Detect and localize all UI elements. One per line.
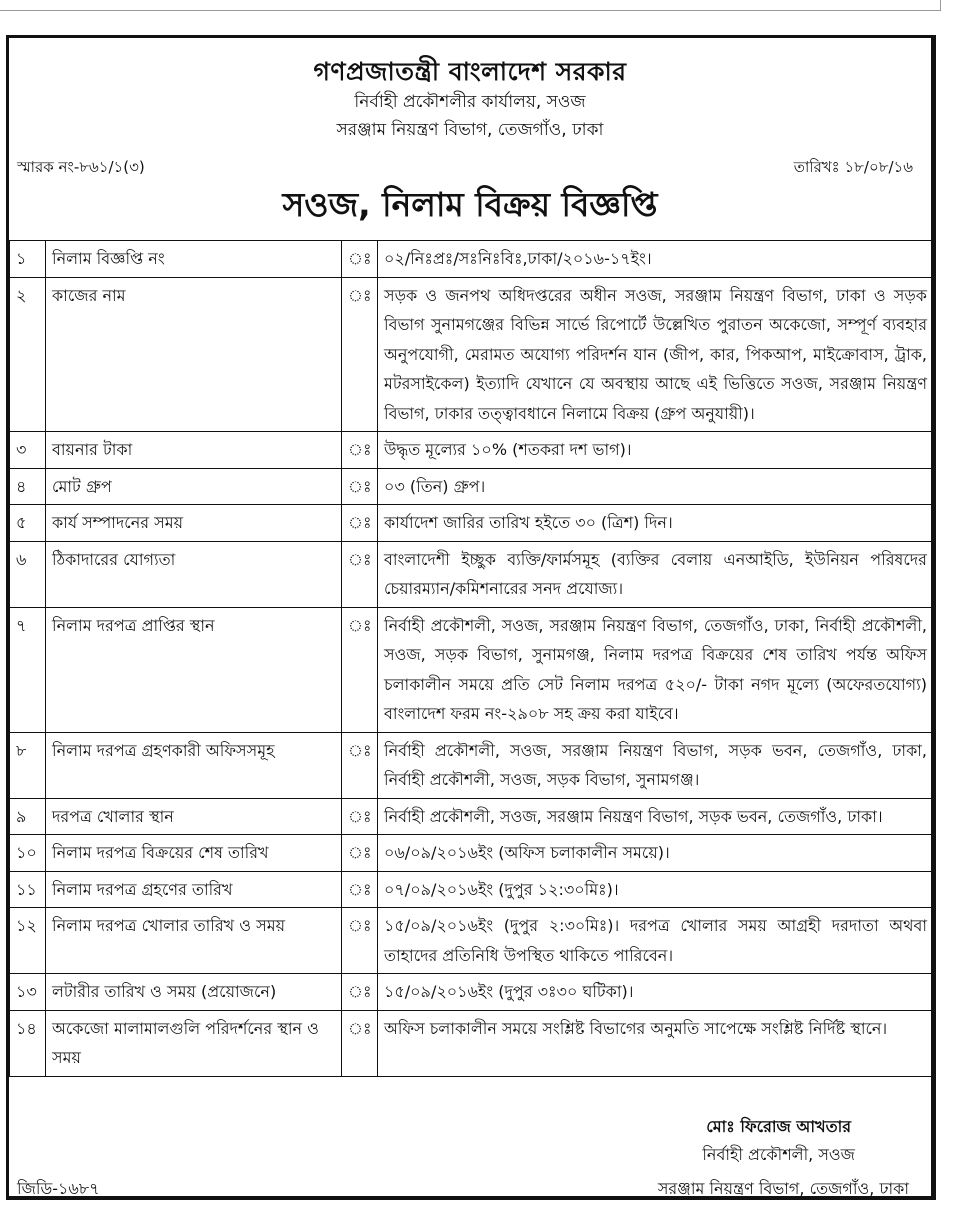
row-value: নির্বাহী প্রকৌশলী, সওজ, সরঞ্জাম নিয়ন্ত্রণ বিভাগ, সড়ক ভবন, তেজগাঁও, ঢাকা। (378, 798, 934, 835)
row-label: অকেজো মালামালগুলি পরিদর্শনের স্থান ও সময় (46, 1010, 342, 1076)
row-number: ৫ (10, 505, 46, 542)
table-row (10, 974, 934, 1011)
row-separator: ঃ (342, 241, 378, 278)
row-separator: ঃ (342, 908, 378, 974)
row-label: নিলাম দরপত্র প্রাপ্তির স্থান (46, 607, 342, 732)
row-value: ০৩ (তিন) গ্রুপ। (378, 468, 934, 505)
row-label: নিলাম দরপত্র গ্রহণকারী অফিসসমূহ (46, 732, 342, 798)
table-row (10, 432, 934, 469)
division-line: সরঞ্জাম নিয়ন্ত্রণ বিভাগ, তেজগাঁও, ঢাকা (336, 120, 604, 140)
row-value: ১৫/০৯/২০১৬ইং (দুপুর ২:৩০মিঃ)। দরপত্র খোলার সময় আগ্রহী দরদাতা অথবা তাহাদের প্রতিনিধি উপস্থিত থাকিতে পারিবেন। (378, 908, 934, 974)
row-separator: ঃ (342, 432, 378, 469)
row-label: নিলাম বিজ্ঞপ্তি নং (46, 241, 342, 278)
row-number: ৪ (10, 468, 46, 505)
table-row (10, 732, 934, 798)
table-row (10, 468, 934, 505)
row-value: বাংলাদেশী ইচ্ছুক ব্যক্তি/ফার্মসমূহ (ব্যক্তির বেলায় এনআইডি, ইউনিয়ন পরিষদের চেয়ারম্যান/কমিশনারের সনদ প্রযোজ্য। (378, 541, 934, 607)
notice-frame (6, 35, 936, 1200)
row-label: নিলাম দরপত্র গ্রহণের তারিখ (46, 871, 342, 908)
row-number: ৯ (10, 798, 46, 835)
row-value: ০২/নিঃপ্রঃ/সঃনিঃবিঃ,ঢাকা/২০১৬-১৭ইং। (378, 241, 934, 278)
office-line: নির্বাহী প্রকৌশলীর কার্যালয়, সওজ (354, 92, 586, 112)
government-heading: গণপ্রজাতন্ত্রী বাংলাদেশ সরকার (313, 57, 627, 86)
row-separator: ঃ (342, 732, 378, 798)
row-label: বায়নার টাকা (46, 432, 342, 469)
row-value: ১৫/০৯/২০১৬ইং (দুপুর ৩ঃ৩০ ঘটিকা)। (378, 974, 934, 1011)
signature-block (702, 1113, 855, 1169)
row-separator: ঃ (342, 835, 378, 872)
row-label: নিলাম দরপত্র খোলার তারিখ ও সময় (46, 908, 342, 974)
row-label: মোট গ্রুপ (46, 468, 342, 505)
notice-header (9, 56, 931, 144)
row-value: কার্যাদেশ জারির তারিখ হইতে ৩০ (ত্রিশ) দিন। (378, 505, 934, 542)
row-label: কার্য সম্পাদনের সময় (46, 505, 342, 542)
row-separator: ঃ (342, 871, 378, 908)
row-number: ১১ (10, 871, 46, 908)
table-row (10, 871, 934, 908)
row-value: অফিস চলাকালীন সময়ে সংশ্লিষ্ট বিভাগের অনুমতি সাপেক্ষে সংশ্লিষ্ট নির্দিষ্ট স্থানে। (378, 1010, 934, 1076)
row-label: নিলাম দরপত্র বিক্রয়ের শেষ তারিখ (46, 835, 342, 872)
gd-number: জিডি-১৬৮৭ (17, 1179, 100, 1198)
row-separator: ঃ (342, 277, 378, 432)
row-number: ১৪ (10, 1010, 46, 1076)
table-row (10, 1010, 934, 1076)
row-number: ৭ (10, 607, 46, 732)
signatory-office: সরঞ্জাম নিয়ন্ত্রণ বিভাগ, তেজগাঁও, ঢাকা (657, 1179, 909, 1198)
table-row (10, 241, 934, 278)
row-number: ১২ (10, 908, 46, 974)
notice-date: তারিখঃ ১৮/০৮/১৬ (793, 158, 913, 176)
row-label: লটারীর তারিখ ও সময় (প্রয়োজনে) (46, 974, 342, 1011)
row-value: ০৭/০৯/২০১৬ইং (দুপুর ১২:৩০মিঃ)। (378, 871, 934, 908)
memo-number: স্মারক নং-৮৬১/১(৩) (17, 158, 145, 176)
table-row (10, 505, 934, 542)
table-row (10, 277, 934, 432)
table-row (10, 541, 934, 607)
table-row (10, 798, 934, 835)
row-separator: ঃ (342, 1010, 378, 1076)
row-label: কাজের নাম (46, 277, 342, 432)
row-separator: ঃ (342, 798, 378, 835)
row-label: দরপত্র খোলার স্থান (46, 798, 342, 835)
signatory-name: মোঃ ফিরোজ আখতার (706, 1117, 852, 1136)
row-number: ১০ (10, 835, 46, 872)
top-border-strip (0, 0, 941, 11)
table-row (10, 835, 934, 872)
row-label: ঠিকাদারের যোগ্যতা (46, 541, 342, 607)
row-value: নির্বাহী প্রকৌশলী, সওজ, সরঞ্জাম নিয়ন্ত্রণ বিভাগ, সড়ক ভবন, তেজগাঁও, ঢাকা, নির্বাহী প্রকৌশলী, সওজ, সড়ক বিভাগ, সুনামগঞ্জ। (378, 732, 934, 798)
signatory-designation: নির্বাহী প্রকৌশলী, সওজ (702, 1145, 855, 1164)
row-separator: ঃ (342, 541, 378, 607)
row-number: ৩ (10, 432, 46, 469)
row-value: নির্বাহী প্রকৌশলী, সওজ, সরঞ্জাম নিয়ন্ত্রণ বিভাগ, তেজগাঁও, ঢাকা, নির্বাহী প্রকৌশলী, সওজ, সড়ক বিভাগ, সুনামগঞ্জ, নিলাম দরপত্র বিক্রয়ের শেষ তারিখ পর্যন্ত অফিস চলাকালীন সময়ে প্রতি সেট নিলাম দরপত্র ৫২০/- টাকা নগদ মূল্যে (অফেরতযোগ্য) বাংলাদেশ ফরম নং-২৯০৮ সহ ক্রয় করা যাইবে। (378, 607, 934, 732)
row-number: ১৩ (10, 974, 46, 1011)
table-row (10, 607, 934, 732)
row-value: ০৬/০৯/২০১৬ইং (অফিস চলাকালীন সময়ে)। (378, 835, 934, 872)
notice-table (9, 240, 934, 1077)
row-number: ৬ (10, 541, 46, 607)
row-value: উদ্ধৃত মূল্যের ১০% (শতকরা দশ ভাগ)। (378, 432, 934, 469)
row-number: ৮ (10, 732, 46, 798)
row-separator: ঃ (342, 505, 378, 542)
row-separator: ঃ (342, 974, 378, 1011)
row-number: ১ (10, 241, 46, 278)
row-value: সড়ক ও জনপথ অধিদপ্তরের অধীন সওজ, সরঞ্জাম নিয়ন্ত্রণ বিভাগ, ঢাকা ও সড়ক বিভাগ সুনামগঞ্জের বিভিন্ন সার্ভে রিপোর্টে উল্লেখিত পুরাতন অকেজো, সম্পূর্ণ ব্যবহার অনুপযোগী, মেরামত অযোগ্য পরিদর্শন যান (জীপ, কার, পিকআপ, মাইক্রোবাস, ট্রাক, মটরসাইকেল) ইত্যাদি যেখানে যে অবস্থায় আছে এই ভিত্তিতে সওজ, সরঞ্জাম নিয়ন্ত্রণ বিভাগ, ঢাকার তত্ত্বাবধানে নিলামে বিক্রয় (গ্রুপ অনুযায়ী)। (378, 277, 934, 432)
row-number: ২ (10, 277, 46, 432)
row-separator: ঃ (342, 468, 378, 505)
page-title: সওজ, নিলাম বিক্রয় বিজ্ঞপ্তি (282, 185, 658, 224)
row-separator: ঃ (342, 607, 378, 732)
table-row (10, 908, 934, 974)
